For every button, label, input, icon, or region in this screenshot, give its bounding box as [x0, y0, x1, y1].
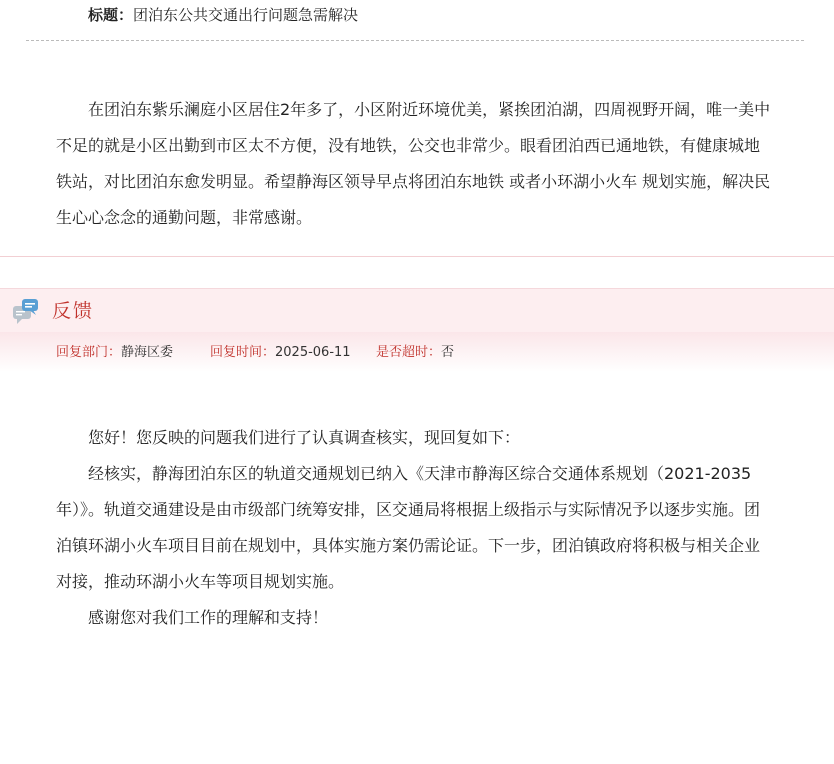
reply-meta	[0, 332, 834, 372]
issue-title-text: 团泊东公共交通出行问题急需解决	[133, 6, 359, 24]
reply-time	[210, 344, 351, 362]
reply-paragraph-thanks: 感谢您对我们工作的理解和支持！	[88, 608, 329, 627]
reply-time-value: 2025-06-11	[275, 345, 351, 360]
reply-paragraph-greeting: 您好！您反映的问题我们进行了认真调查核实，现回复如下：	[88, 428, 521, 447]
chat-bubbles-icon	[12, 297, 40, 325]
reply-body	[56, 420, 772, 636]
reply-paragraph-main: 经核实，静海团泊东区的轨道交通规划已纳入《天津市静海区综合交通体系规划（2021-2035年）》。轨道交通建设是由市级部门统筹安排，区交通局将根据上级指示与实际情况予以逐步实施。团泊镇环湖小火车项目目前在规划中，具体实施方案仍需论证。下一步，团泊镇政府将积极与相关企业对接，推动环湖小火车等项目规划实施。	[56, 464, 761, 591]
reply-overtime	[376, 344, 454, 362]
feedback-header	[0, 288, 834, 333]
reply-time-label: 回复时间：	[210, 345, 276, 360]
reply-overtime-value: 否	[441, 345, 455, 360]
issue-title-label: 标题：	[88, 6, 134, 24]
reply-overtime-label: 是否超时：	[376, 345, 442, 360]
reply-department-label: 回复部门：	[56, 345, 122, 360]
reply-department-value: 静海区委	[121, 345, 174, 360]
issue-body: 在团泊东紫乐澜庭小区居住2年多了，小区附近环境优美，紧挨团泊湖，四周视野开阔，唯一美中不足的就是小区出勤到市区太不方便，没有地铁，公交也非常少。眼看团泊西已通地铁，有健康城地铁站，对比团泊东愈发明显。希望静海区领导早点将团泊东地铁 或者小环湖小火车 规划实施，解决民生心心念念的通勤问题，非常感谢。	[56, 100, 771, 227]
section-divider	[0, 256, 834, 257]
dashed-divider	[26, 40, 804, 41]
feedback-heading: 反馈	[52, 300, 95, 322]
reply-department	[56, 344, 173, 362]
issue-title	[88, 4, 358, 26]
